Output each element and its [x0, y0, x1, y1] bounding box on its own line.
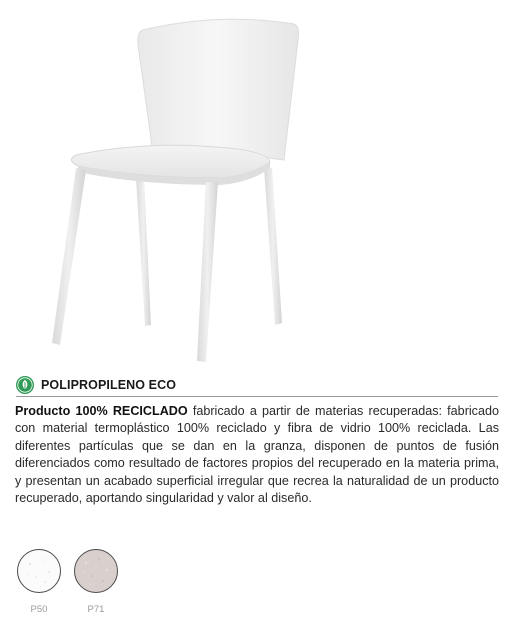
section-header [16, 376, 498, 397]
leaf-icon [16, 376, 34, 394]
color-swatch-p71[interactable] [74, 549, 118, 593]
description-bold-lead: Producto 100% RECICLADO [15, 404, 188, 418]
swatch-label-p71: P71 [87, 604, 105, 615]
chair-product-image [18, 0, 358, 370]
product-description [15, 403, 499, 507]
color-swatch-p50[interactable] [17, 549, 61, 593]
swatch-label-p50: P50 [30, 604, 48, 615]
section-title: POLIPROPILENO ECO [41, 378, 177, 392]
description-text: fabricado a partir de materias recuperadas: fabricado con material termoplástico 100% reciclado y fibra de vidrio 100% reciclada. Las diferentes partículas que se dan en la granza, disponen de puntos de fusión diferenciados como resultado de factores propios del recuperado en la materia prima, y presentan un acabado superficial irregular que recrea la naturalidad de un producto recuperado, aportando singularidad y valor al diseño. [15, 404, 499, 506]
